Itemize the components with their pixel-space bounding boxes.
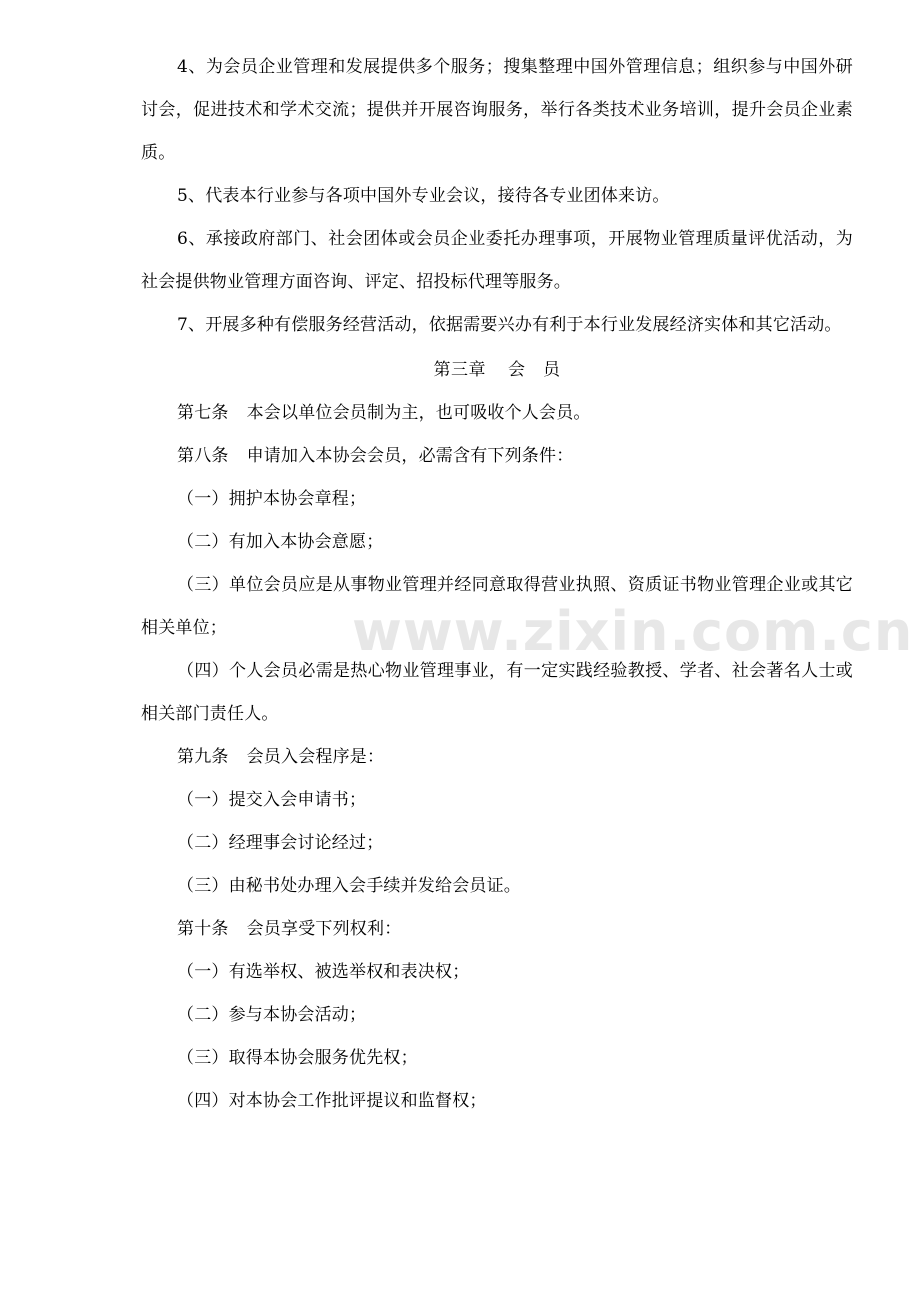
article-label: 第七条 (177, 403, 229, 423)
chapter-title: 会 员 (508, 360, 561, 380)
list-item: （三）取得本协会服务优先权； (177, 1048, 418, 1068)
article-10 (141, 908, 853, 951)
list-item: （三）由秘书处办理入会手续并发给会员证。 (177, 876, 521, 896)
article-text: 本会以单位会员制为主，也可吸收个人会员。 (246, 403, 591, 423)
list-item: （三）单位会员应是从事物业管理并经同意取得营业执照、资质证书物业管理企业或其它相关单位； (141, 575, 853, 638)
article-text: 会员入会程序是： (246, 747, 385, 767)
article-9 (141, 736, 853, 779)
article-label: 第十条 (177, 919, 229, 939)
chapter-heading (141, 349, 853, 392)
watermark: www.zixin.com.cn (352, 600, 914, 663)
list-item: （二）经理事会讨论经过； (177, 833, 384, 853)
paragraph-item-4: 4、为会员企业管理和发展提供多个服务；搜集整理中国外管理信息；组织参与中国外研讨会，促进技术和学术交流；提供并开展咨询服务，举行各类技术业务培训，提升会员企业素质。 (141, 57, 853, 163)
list-item: （四）个人会员必需是热心物业管理事业，有一定实践经验教授、学者、社会著名人士或相关部门责任人。 (141, 661, 853, 724)
list-item: （二）有加入本协会意愿； (177, 532, 384, 552)
paragraph-item-5: 5、代表本行业参与各项中国外专业会议，接待各专业团体来访。 (177, 186, 670, 206)
chapter-label: 第三章 (433, 360, 486, 380)
article-text: 会员享受下列权利： (246, 919, 402, 939)
list-item: （一）有选举权、被选举权和表决权； (177, 962, 470, 982)
list-item: （一）拥护本协会章程； (177, 489, 367, 509)
article-text: 申请加入本协会会员，必需含有下列条件： (246, 446, 574, 466)
paragraph-item-7: 7、开展多种有偿服务经营活动，依据需要兴办有利于本行业发展经济实体和其它活动。 (177, 315, 842, 335)
article-label: 第八条 (177, 446, 229, 466)
list-item: （二）参与本协会活动； (177, 1005, 367, 1025)
list-item: （一）提交入会申请书； (177, 790, 367, 810)
list-item: （四）对本协会工作批评提议和监督权； (177, 1091, 487, 1111)
paragraph-item-6: 6、承接政府部门、社会团体或会员企业委托办理事项，开展物业管理质量评优活动，为社会提供物业管理方面咨询、评定、招投标代理等服务。 (141, 229, 853, 292)
article-8 (141, 435, 853, 478)
article-7 (141, 392, 853, 435)
article-label: 第九条 (177, 747, 229, 767)
document-body (141, 46, 853, 1123)
